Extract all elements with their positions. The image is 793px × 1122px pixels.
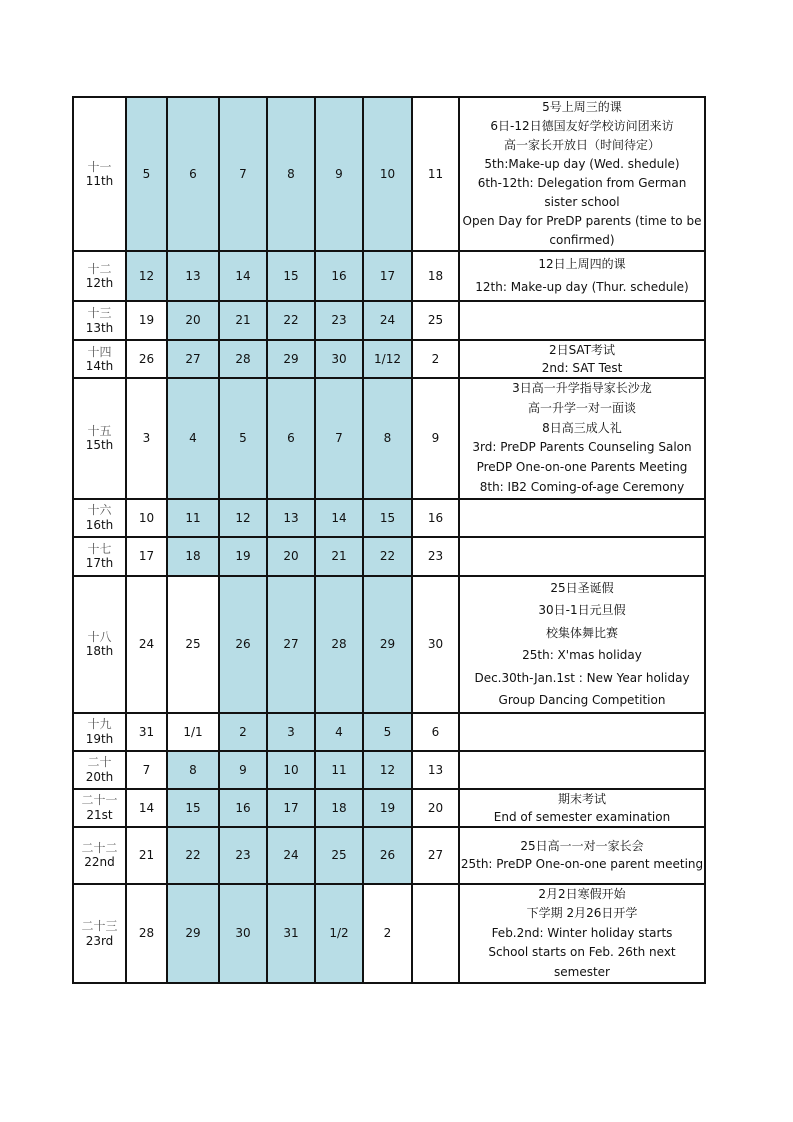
school-day-cell: 27 bbox=[267, 576, 315, 713]
school-day-cell: 23 bbox=[219, 827, 267, 884]
week-notes bbox=[459, 537, 705, 576]
week-label bbox=[73, 97, 126, 251]
week-row bbox=[73, 340, 705, 378]
week-label-english: 20th bbox=[85, 769, 114, 784]
note-line: 高一升学一对一面谈 bbox=[527, 400, 636, 415]
week-label-english: 23rd bbox=[85, 933, 114, 948]
day-cell: 21 bbox=[126, 827, 167, 884]
week-notes bbox=[459, 751, 705, 789]
school-day-cell: 15 bbox=[363, 499, 412, 537]
note-line: Group Dancing Competition bbox=[498, 693, 666, 708]
day-cell: 30 bbox=[412, 576, 459, 713]
school-day-cell: 11 bbox=[167, 499, 219, 537]
week-row bbox=[73, 751, 705, 789]
school-day-cell: 19 bbox=[363, 789, 412, 827]
week-notes bbox=[459, 884, 705, 984]
week-label bbox=[73, 340, 126, 378]
school-day-cell: 14 bbox=[315, 499, 363, 537]
day-cell: 17 bbox=[126, 537, 167, 576]
week-label-chinese: 十八 bbox=[87, 629, 112, 644]
day-cell: 10 bbox=[126, 499, 167, 537]
day-cell: 11 bbox=[412, 97, 459, 251]
school-day-cell: 13 bbox=[267, 499, 315, 537]
school-day-cell: 13 bbox=[167, 251, 219, 301]
note-line: 6日-12日德国友好学校访问团来访 bbox=[490, 119, 674, 133]
school-day-cell: 4 bbox=[315, 713, 363, 751]
week-label bbox=[73, 576, 126, 713]
school-day-cell: 21 bbox=[219, 301, 267, 340]
week-notes bbox=[459, 97, 705, 251]
week-row bbox=[73, 499, 705, 537]
day-cell: 6 bbox=[412, 713, 459, 751]
school-day-cell: 20 bbox=[267, 537, 315, 576]
day-cell: 2 bbox=[412, 340, 459, 378]
week-label-chinese: 十七 bbox=[87, 541, 112, 556]
week-label-chinese: 十一 bbox=[87, 159, 112, 174]
note-line: 12th: Make-up day (Thur. schedule) bbox=[475, 280, 689, 294]
school-day-cell: 8 bbox=[363, 378, 412, 499]
school-day-cell: 9 bbox=[219, 751, 267, 789]
note-line: 期末考试 bbox=[557, 791, 606, 806]
school-day-cell: 6 bbox=[167, 97, 219, 251]
school-day-cell: 6 bbox=[267, 378, 315, 499]
school-day-cell: 12 bbox=[363, 751, 412, 789]
school-day-cell: 20 bbox=[167, 301, 219, 340]
note-line: End of semester examination bbox=[493, 809, 671, 824]
note-line: 6th-12th: Delegation from German sister school bbox=[477, 176, 687, 209]
school-day-cell: 9 bbox=[315, 97, 363, 251]
note-line: Open Day for PreDP parents (time to be confirmed) bbox=[462, 214, 702, 247]
note-line: 下学期 2月26日开学 bbox=[526, 906, 638, 921]
school-day-cell: 27 bbox=[167, 340, 219, 378]
week-label bbox=[73, 499, 126, 537]
note-line: 2日SAT考试 bbox=[548, 343, 616, 357]
week-label-chinese: 二十三 bbox=[81, 919, 118, 934]
note-line: Dec.30th-Jan.1st : New Year holiday bbox=[474, 670, 690, 685]
week-label bbox=[73, 827, 126, 884]
week-notes bbox=[459, 713, 705, 751]
school-day-cell: 12 bbox=[126, 251, 167, 301]
school-day-cell: 29 bbox=[167, 884, 219, 984]
school-day-cell: 24 bbox=[267, 827, 315, 884]
week-notes bbox=[459, 251, 705, 301]
week-label-chinese: 二十 bbox=[87, 755, 112, 770]
week-label bbox=[73, 251, 126, 301]
week-label-chinese: 十四 bbox=[87, 344, 112, 359]
week-label-chinese: 十二 bbox=[87, 261, 112, 276]
week-label bbox=[73, 751, 126, 789]
week-row bbox=[73, 884, 705, 984]
note-line: 高一家长开放日（时间待定） bbox=[503, 138, 660, 152]
week-label bbox=[73, 378, 126, 499]
school-day-cell: 18 bbox=[167, 537, 219, 576]
note-line: 校集体舞比赛 bbox=[545, 625, 618, 640]
note-line: 25th: X'mas holiday bbox=[522, 648, 642, 663]
school-day-cell: 24 bbox=[363, 301, 412, 340]
day-cell: 2 bbox=[363, 884, 412, 984]
school-day-cell: 29 bbox=[363, 576, 412, 713]
school-day-cell: 8 bbox=[167, 751, 219, 789]
week-notes bbox=[459, 301, 705, 340]
note-line: PreDP One-on-one Parents Meeting bbox=[476, 460, 688, 475]
week-label-chinese: 二十一 bbox=[81, 793, 118, 808]
school-day-cell: 2 bbox=[219, 713, 267, 751]
school-day-cell: 10 bbox=[363, 97, 412, 251]
week-label-english: 17th bbox=[85, 556, 114, 571]
week-label-chinese: 十六 bbox=[87, 503, 112, 518]
school-day-cell: 5 bbox=[363, 713, 412, 751]
note-line: 25日高一一对一家长会 bbox=[520, 838, 644, 853]
week-row bbox=[73, 827, 705, 884]
school-day-cell: 16 bbox=[219, 789, 267, 827]
week-label bbox=[73, 537, 126, 576]
week-label-chinese: 十五 bbox=[87, 424, 112, 438]
day-cell: 19 bbox=[126, 301, 167, 340]
note-line: 30日-1日元旦假 bbox=[538, 603, 626, 618]
week-row bbox=[73, 537, 705, 576]
school-day-cell: 30 bbox=[315, 340, 363, 378]
week-notes bbox=[459, 499, 705, 537]
school-day-cell: 22 bbox=[167, 827, 219, 884]
note-line: 8th: IB2 Coming-of-age Ceremony bbox=[479, 479, 685, 494]
school-day-cell: 11 bbox=[315, 751, 363, 789]
day-cell: 3 bbox=[126, 378, 167, 499]
school-day-cell: 26 bbox=[363, 827, 412, 884]
school-day-cell: 28 bbox=[315, 576, 363, 713]
school-day-cell: 25 bbox=[315, 827, 363, 884]
day-cell: 23 bbox=[412, 537, 459, 576]
day-cell: 14 bbox=[126, 789, 167, 827]
note-line: 25日圣诞假 bbox=[550, 580, 614, 595]
week-label-chinese: 十三 bbox=[87, 306, 112, 321]
week-row bbox=[73, 251, 705, 301]
day-cell: 20 bbox=[412, 789, 459, 827]
school-day-cell: 22 bbox=[363, 537, 412, 576]
school-day-cell: 15 bbox=[167, 789, 219, 827]
week-label bbox=[73, 713, 126, 751]
note-line: 3rd: PreDP Parents Counseling Salon bbox=[472, 440, 692, 455]
note-line: 2nd: SAT Test bbox=[541, 361, 623, 375]
week-row bbox=[73, 713, 705, 751]
school-day-cell: 16 bbox=[315, 251, 363, 301]
week-notes bbox=[459, 340, 705, 378]
note-line: 25th: PreDP One-on-one parent meeting bbox=[460, 857, 704, 872]
week-row bbox=[73, 97, 705, 251]
day-cell: 16 bbox=[412, 499, 459, 537]
week-label-english: 22nd bbox=[84, 855, 115, 870]
day-cell bbox=[412, 884, 459, 984]
day-cell: 31 bbox=[126, 713, 167, 751]
week-row bbox=[73, 789, 705, 827]
school-day-cell: 31 bbox=[267, 884, 315, 984]
day-cell: 1/1 bbox=[167, 713, 219, 751]
school-day-cell: 30 bbox=[219, 884, 267, 984]
school-calendar-table bbox=[72, 96, 706, 984]
note-line: 5号上周三的课 bbox=[542, 100, 622, 114]
week-label-english: 11th bbox=[85, 174, 114, 188]
school-day-cell: 26 bbox=[219, 576, 267, 713]
school-day-cell: 4 bbox=[167, 378, 219, 499]
school-day-cell: 14 bbox=[219, 251, 267, 301]
note-line: Feb.2nd: Winter holiday starts bbox=[491, 925, 673, 940]
day-cell: 27 bbox=[412, 827, 459, 884]
week-label-english: 16th bbox=[85, 517, 114, 532]
week-label bbox=[73, 301, 126, 340]
school-day-cell: 7 bbox=[315, 378, 363, 499]
day-cell: 26 bbox=[126, 340, 167, 378]
school-day-cell: 8 bbox=[267, 97, 315, 251]
week-notes bbox=[459, 576, 705, 713]
week-label-chinese: 十九 bbox=[87, 717, 112, 732]
week-row bbox=[73, 378, 705, 499]
week-notes bbox=[459, 378, 705, 499]
day-cell: 18 bbox=[412, 251, 459, 301]
school-day-cell: 19 bbox=[219, 537, 267, 576]
school-day-cell: 21 bbox=[315, 537, 363, 576]
note-line: 2月2日寒假开始 bbox=[538, 886, 626, 901]
week-row bbox=[73, 301, 705, 340]
school-day-cell: 18 bbox=[315, 789, 363, 827]
day-cell: 25 bbox=[412, 301, 459, 340]
school-day-cell: 17 bbox=[267, 789, 315, 827]
school-day-cell: 15 bbox=[267, 251, 315, 301]
calendar-body bbox=[73, 97, 705, 983]
school-day-cell: 12 bbox=[219, 499, 267, 537]
week-label-english: 21st bbox=[86, 807, 113, 822]
week-label-english: 18th bbox=[85, 644, 114, 659]
week-label-english: 12th bbox=[85, 276, 114, 290]
school-day-cell: 17 bbox=[363, 251, 412, 301]
week-label bbox=[73, 789, 126, 827]
note-line: 3日高一升学指导家长沙龙 bbox=[512, 381, 652, 395]
day-cell: 28 bbox=[126, 884, 167, 984]
school-day-cell: 22 bbox=[267, 301, 315, 340]
school-day-cell: 5 bbox=[219, 378, 267, 499]
week-label-english: 13th bbox=[85, 320, 114, 335]
day-cell: 13 bbox=[412, 751, 459, 789]
week-label-chinese: 二十二 bbox=[81, 840, 118, 855]
week-label-english: 15th bbox=[85, 438, 114, 453]
school-day-cell: 1/12 bbox=[363, 340, 412, 378]
day-cell: 9 bbox=[412, 378, 459, 499]
school-day-cell: 7 bbox=[219, 97, 267, 251]
week-row bbox=[73, 576, 705, 713]
week-label-english: 19th bbox=[85, 731, 114, 746]
day-cell: 24 bbox=[126, 576, 167, 713]
week-label bbox=[73, 884, 126, 984]
school-day-cell: 5 bbox=[126, 97, 167, 251]
school-day-cell: 23 bbox=[315, 301, 363, 340]
school-day-cell: 10 bbox=[267, 751, 315, 789]
week-notes bbox=[459, 827, 705, 884]
school-day-cell: 29 bbox=[267, 340, 315, 378]
week-notes bbox=[459, 789, 705, 827]
day-cell: 25 bbox=[167, 576, 219, 713]
day-cell: 7 bbox=[126, 751, 167, 789]
week-label-english: 14th bbox=[85, 359, 114, 373]
note-line: 8日高三成人礼 bbox=[542, 420, 622, 435]
note-line: 5th:Make-up day (Wed. shedule) bbox=[484, 157, 680, 171]
school-day-cell: 1/2 bbox=[315, 884, 363, 984]
school-day-cell: 28 bbox=[219, 340, 267, 378]
school-day-cell: 3 bbox=[267, 713, 315, 751]
note-line: School starts on Feb. 26th next semester bbox=[488, 945, 676, 979]
note-line: 12日上周四的课 bbox=[538, 257, 626, 271]
